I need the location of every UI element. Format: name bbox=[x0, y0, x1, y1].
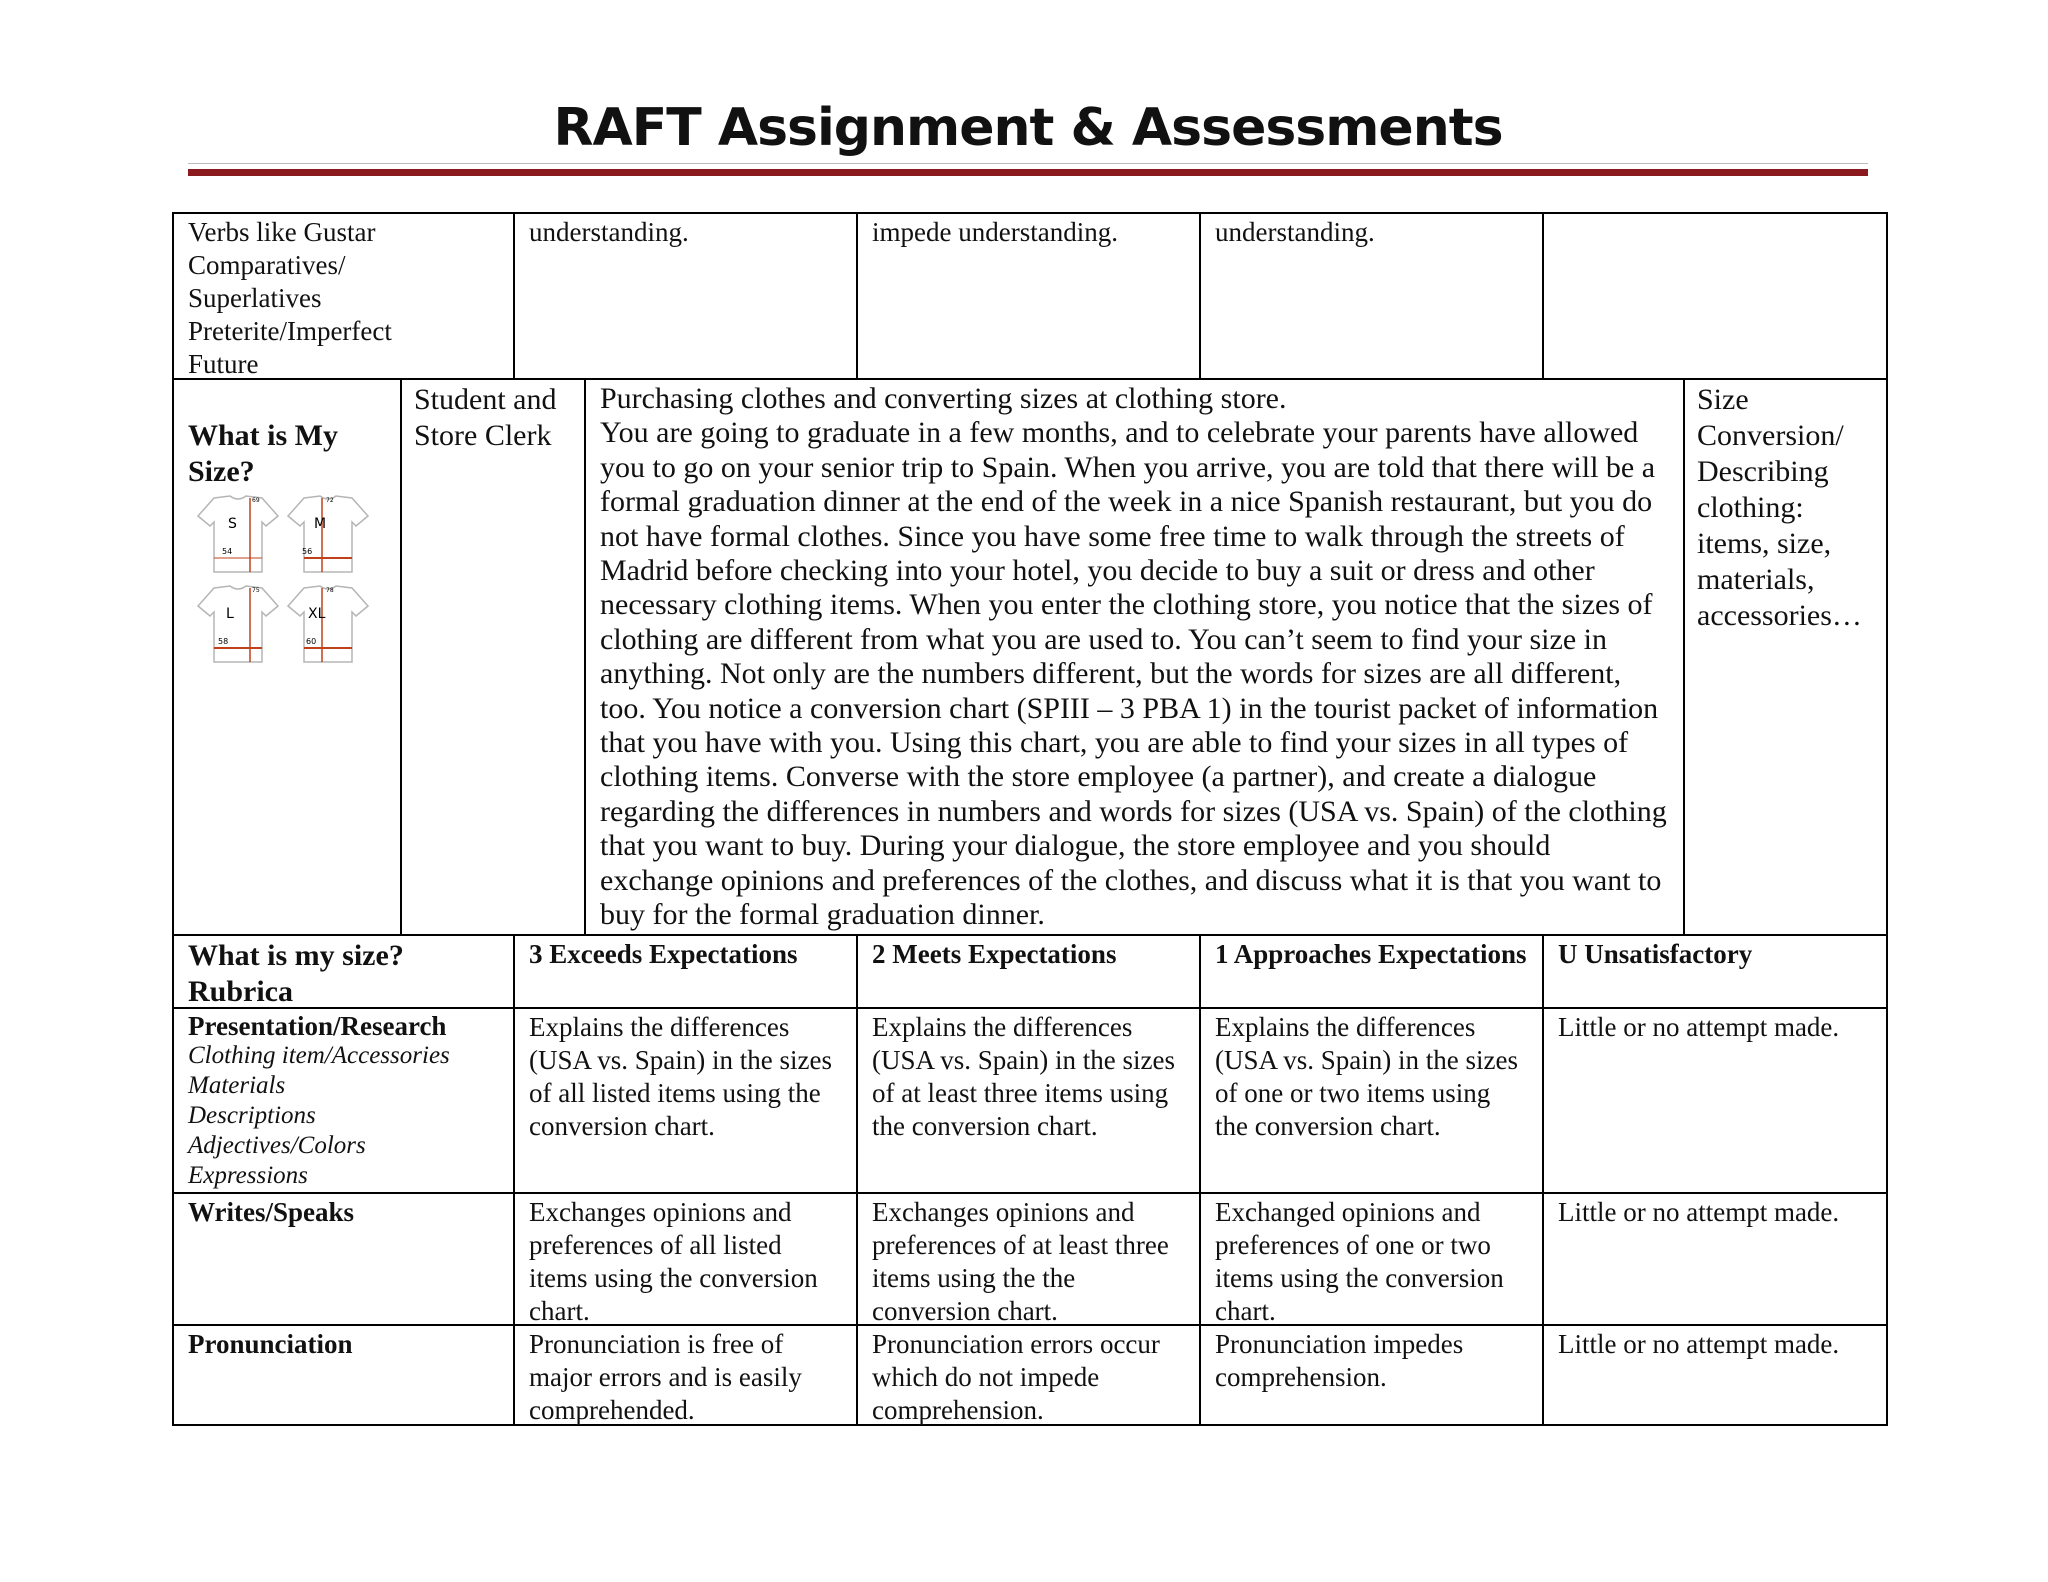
size-label: XL bbox=[308, 606, 326, 622]
rubric-cell: Explains the differences (USA vs. Spain) in the sizes of all listed items using the conversion chart. bbox=[529, 1012, 832, 1141]
size-label: S bbox=[228, 516, 237, 532]
size-length: 69 bbox=[252, 497, 260, 504]
header-exceeds: 3 Exceeds Expectations bbox=[529, 939, 798, 969]
grammar-item: Preterite/Imperfect bbox=[188, 316, 392, 346]
grammar-item: Future bbox=[188, 349, 259, 379]
rubric-cell: Exchanges opinions and preferences of all listed items using the conversion chart. bbox=[529, 1197, 818, 1326]
page-title: RAFT Assignment & Assessments bbox=[553, 98, 1503, 158]
raft-task-heading: Purchasing clothes and converting sizes at clothing store. bbox=[600, 382, 1287, 415]
title-rule-thin bbox=[188, 163, 1868, 164]
grammar-item: Verbs like Gustar bbox=[188, 217, 376, 247]
criterion-subitem: Descriptions bbox=[188, 1102, 316, 1129]
size-chart-image bbox=[196, 492, 386, 672]
divider bbox=[1542, 212, 1544, 380]
criterion-label: Presentation/Research bbox=[188, 1011, 447, 1041]
header-meets: 2 Meets Expectations bbox=[872, 939, 1117, 969]
criterion-subitem: Materials bbox=[188, 1072, 286, 1099]
size-label: M bbox=[314, 516, 327, 532]
rubric-cell: Exchanged opinions and preferences of one or two items using the conversion chart. bbox=[1215, 1197, 1504, 1326]
criterion-subitem: Clothing item/Accessories bbox=[188, 1042, 450, 1069]
criterion-sublist bbox=[188, 1041, 498, 1191]
raft-task bbox=[586, 380, 1683, 935]
shirt-s-icon bbox=[198, 496, 278, 572]
raft-topic: Size Conversion/ Describing clothing: items, size, materials, accessories… bbox=[1697, 383, 1862, 632]
rubric-cell: Pronunciation is free of major errors and is easily comprehended. bbox=[529, 1329, 802, 1425]
raft-task-body: You are going to graduate in a few months, and to celebrate your parents have allowed you to go on your senior trip to Spain. When you arrive, you are told that there will be a formal graduation dinner at the end of the week in a nice Spanish restaurant, but you do not have formal clothes. Since you have some free time to walk through the streets of Madrid before checking into your hotel, you decide to buy a suit or dress and other necessary clothing items. When you enter the clothing store, you notice that the sizes of clothing are different from what you are used to. You can’t seem to find your size in anything. Not only are the numbers different, but the words for sizes are all different, too. You notice a conversion chart (SPIII – 3 PBA 1) in the tourist packet of information that you have with you. Using this chart, you are able to find your sizes in all types of clothing items. Converse with the store employee (a partner), and create a dialogue regarding the differences in numbers and words for sizes (USA vs. Spain) of the clothing that you want to buy. During your dialogue, the store employee and you should exchange opinions and preferences of the clothes, and discuss what it is that you want to buy for the formal graduation dinner. bbox=[600, 416, 1667, 932]
raft-role: Student and Store Clerk bbox=[414, 383, 557, 452]
rubric-cell: Exchanges opinions and preferences of at least three items using the the conversion chart. bbox=[872, 1197, 1169, 1326]
rubric-cell: Pronunciation errors occur which do not impede comprehension. bbox=[872, 1329, 1160, 1425]
rubric-cell: Explains the differences (USA vs. Spain) in the sizes of one or two items using the conversion chart. bbox=[1215, 1012, 1518, 1141]
rubric-cell: Explains the differences (USA vs. Spain) in the sizes of at least three items using the conversion chart. bbox=[872, 1012, 1175, 1141]
grammar-item: Comparatives/ bbox=[188, 250, 346, 280]
size-length: 72 bbox=[326, 497, 334, 504]
criterion-subitem: Adjectives/Colors bbox=[188, 1132, 366, 1159]
continuation-cell-meets: impede understanding. bbox=[872, 217, 1118, 247]
shirt-l-icon bbox=[198, 586, 278, 662]
size-length: 75 bbox=[252, 587, 260, 594]
continuation-cell-unsatisfactory bbox=[1544, 214, 1884, 218]
rubric-title-line: Rubrica bbox=[188, 975, 293, 1008]
shirt-xl-icon bbox=[288, 586, 368, 662]
shirt-m-icon bbox=[288, 496, 368, 572]
size-length: 78 bbox=[326, 587, 334, 594]
size-width: 58 bbox=[218, 637, 229, 646]
rubric-cell: Pronunciation impedes comprehension. bbox=[1215, 1329, 1464, 1392]
size-width: 60 bbox=[306, 637, 317, 646]
size-width: 56 bbox=[302, 547, 313, 556]
rubric-cell: Little or no attempt made. bbox=[1558, 1329, 1840, 1359]
size-width: 54 bbox=[222, 547, 233, 556]
rubric-cell: Little or no attempt made. bbox=[1558, 1197, 1840, 1227]
criterion-presentation bbox=[174, 1009, 512, 1193]
rubric-title bbox=[174, 936, 512, 1012]
continuation-cell-exceeds: understanding. bbox=[529, 217, 689, 247]
grammar-list bbox=[174, 214, 512, 383]
header-approaches: 1 Approaches Expectations bbox=[1215, 939, 1527, 969]
rubric-title-line: What is my size? bbox=[188, 939, 404, 972]
rubric-cell: Little or no attempt made. bbox=[1558, 1012, 1840, 1042]
divider bbox=[400, 378, 402, 936]
continuation-cell-approaches: understanding. bbox=[1215, 217, 1375, 247]
title-rule-thick bbox=[188, 169, 1868, 176]
raft-title: What is My Size? bbox=[188, 419, 338, 488]
criterion-writes-speaks: Writes/Speaks bbox=[188, 1197, 355, 1227]
grammar-item: Superlatives bbox=[188, 283, 322, 313]
criterion-subitem: Expressions bbox=[188, 1162, 308, 1189]
size-label: L bbox=[226, 606, 234, 622]
criterion-pronunciation: Pronunciation bbox=[188, 1329, 353, 1359]
header-unsatisfactory: U Unsatisfactory bbox=[1558, 939, 1753, 969]
